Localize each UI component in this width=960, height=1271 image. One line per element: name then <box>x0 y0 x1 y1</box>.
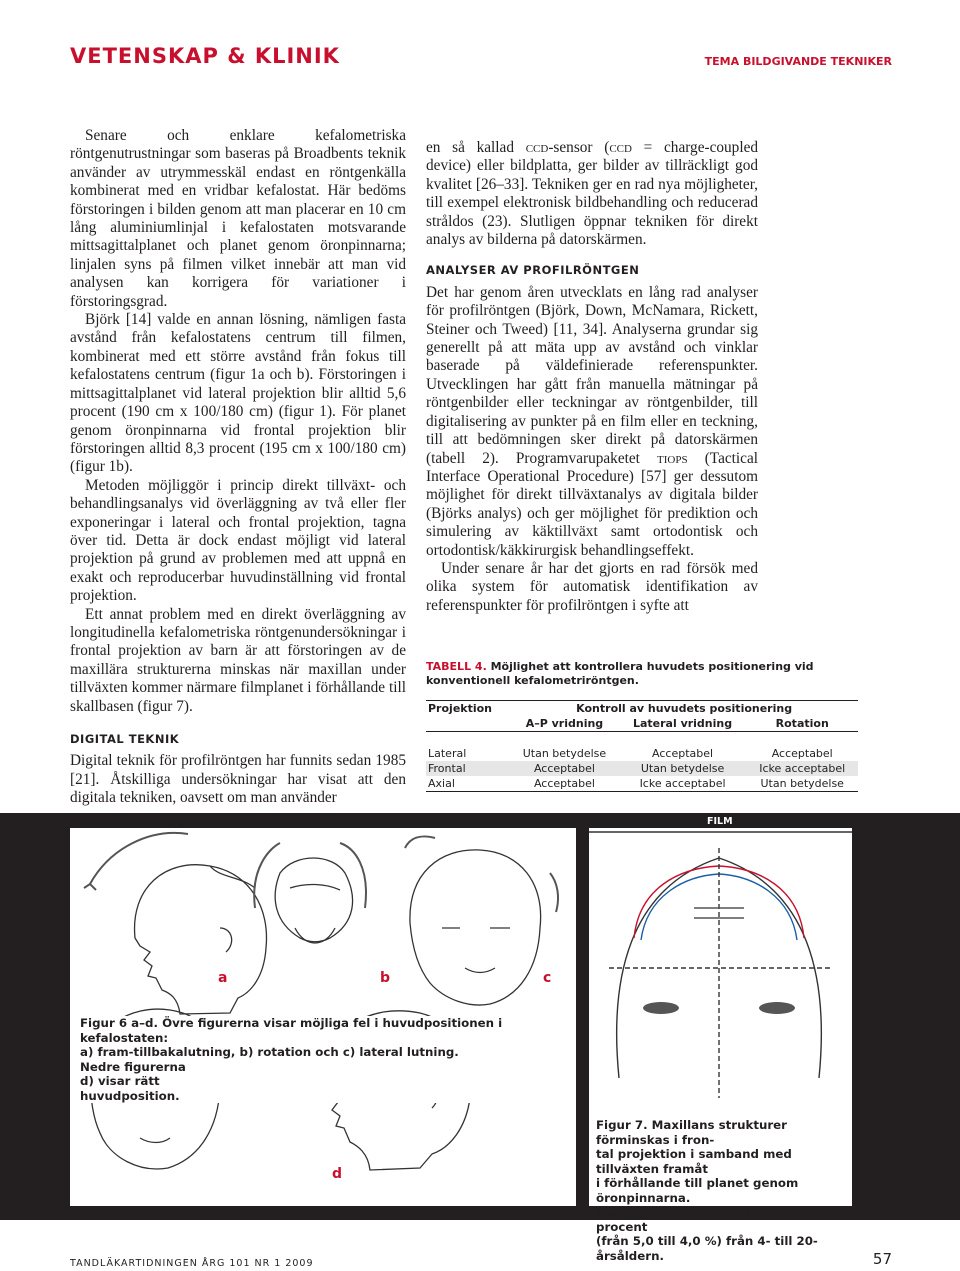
table-caption: TABELL 4. Möjlighet att kontrollera huvudets positionering vid konventionell kefalometriröntgen. <box>426 660 814 687</box>
skull-frontal-diagram <box>589 828 852 1098</box>
figure7-caption: Figur 7. Maxillans strukturer förminskas i fron- tal projektion i samband med tillväxten framåt i förhållande till planet genom öronpinnarna. I exemplet minskas bredden med 1 procent (från 5,0 till 4,0 %) från 4- till 20-årsåldern. <box>596 1118 831 1263</box>
section-title: VETENSKAP & KLINIK <box>70 44 340 68</box>
paragraph: Digital teknik för profilröntgen har funnits sedan 1985 [21]. Åtskilliga undersökningar har visat att den digitala tekniken, oavsett om man använder <box>70 752 406 807</box>
positioning-table <box>426 700 858 792</box>
table-row: Lateral Utan betydelse Acceptabel Acceptabel <box>428 746 833 760</box>
figure-label-b: b <box>380 970 391 986</box>
left-column <box>70 127 406 808</box>
figure7-panel <box>589 816 852 1263</box>
column-header: A–P vridning <box>510 716 618 732</box>
paragraph: Senare och enklare kefalometriska röntgenutrustningar som baseras på Broadbents teknik använder av utrymmesskäl endast en röntgenkälla kombinerat med en vridbar kefalostat. Här bedöms förstoringen i bilden genom att man placerar en 10 cm lång aluminiumlinjal i kefalostaten motsvarande mittsagittalplanet och planet genom öronpinnarna; linjalen syns på filmen vilket innebär att man vid analysen kan korrigera för variationer i förstoringsgrad. <box>70 127 406 310</box>
figure-label-c: c <box>543 970 552 986</box>
column-header: Projektion <box>426 701 510 717</box>
paragraph: Det har genom åren utvecklats en lång rad analyser för profilröntgen (Björk, Down, McNamara, Rickett, Steiner och Tweed) [11, 34]. Analyserna grundar sig generellt på att mäta upp av avstånd och vinklar baserade på väldefinierade referenspunkter. Utvecklingen har gått från manuella mätningar på röntgenbilder eller teckningar av röntgenbilder, till digitalisering av punkter på en film eller en teckning, till att bedömningen sker direkt på datorskärmen (tabell 2). Programvarupaketet tiops (Tactical Interface Operational Procedure) [57] ger dessutom möjlighet för direkt tillväxtanalys av digitala bilder (Björks analys) och ger möjlighet för prediktion och simulering av käktillväxt samt ortodontisk och ortodontisk/käkkirurgisk behandlingseffekt. <box>426 283 758 559</box>
figure-label-a: a <box>218 970 228 986</box>
column-group-header: Kontroll av huvudets positionering <box>510 701 858 717</box>
figure6-caption: Figur 6 a–d. Övre figurerna visar möjliga fel i huvudpositionen i kefalostaten: a) fram-tillbakalutning, b) rotation och c) lateral lutning. Nedre figurerna d) visar rätt huvudposition. <box>80 1016 572 1103</box>
table-row: Axial Acceptabel Icke acceptabel Utan betydelse <box>426 776 858 792</box>
page-number: 57 <box>872 1250 892 1268</box>
paragraph: Under senare år har det gjorts en rad försök med olika system för automatisk identifikation av referenspunkter för profilröntgen i syfte att <box>426 559 758 614</box>
table-block <box>426 660 858 792</box>
subheading: ANALYSER AV PROFILRÖNTGEN <box>426 263 640 278</box>
film-label: FILM <box>707 816 733 827</box>
paragraph: en så kallad ccd-sensor (ccd = charge-coupled device) eller bildplatta, ger bilder av tillräckligt god kvalitet [26–33]. Tekniken ger en rad nya möjligheter, till exempel elektronisk bildbehandling och reducerad stråldos (23). Slutligen öppnar tekniken för direkt analys av bilderna på datorskärmen. <box>426 139 759 249</box>
column-header: Rotation <box>746 716 858 732</box>
subheading: DIGITAL TEKNIK <box>70 732 180 746</box>
paragraph: Metoden möjliggör i princip direkt tillväxt- och behandlingsanalys vid överläggning av två eller fler exponeringar i lateral och frontal projektion, tagna över tid. Detta är dock endast möjligt vid lateral projektion på grund av problemen med att uppnå en exakt och reproducerbar huvudinställning vid frontal projektion. <box>70 476 406 605</box>
column-header: Lateral vridning <box>619 716 747 732</box>
paragraph: Björk [14] valde en annan lösning, nämligen fasta avstånd från kefalostatens centrum till filmen, kombinerat med ett större avstånd från fokus till kefalostatens centrum (figur 1a och b). Förstoringen i mittsagittalplanet vid lateral projektion blir alltid 5,6 procent (190 cm x 100/180 cm) (figur 1). För planet genom öronpinnarna vid frontal projektion blir förstoringen alltid 8,3 procent (195 cm x 100/180 cm) (figur 1b). <box>70 311 406 476</box>
table-row: Frontal Acceptabel Utan betydelse Icke acceptabel <box>426 761 858 776</box>
right-column <box>426 139 758 615</box>
paragraph: Ett annat problem med en direkt överläggning av longitudinella kefalometriska röntgenundersökningar i frontal projektion av barn är att förstoringen av de maxillära strukturerna minskas när maxillan under tillväxten kommer närmare filmplanet i förhållande till skallbasen (figur 7). <box>70 605 406 715</box>
theme-title: TEMA BILDGIVANDE TEKNIKER <box>704 55 892 68</box>
footer-journal: TANDLÄKARTIDNINGEN ÅRG 101 NR 1 2009 <box>70 1258 314 1269</box>
figure-label-d: d <box>332 1166 343 1182</box>
figure6-panel <box>70 828 576 1206</box>
